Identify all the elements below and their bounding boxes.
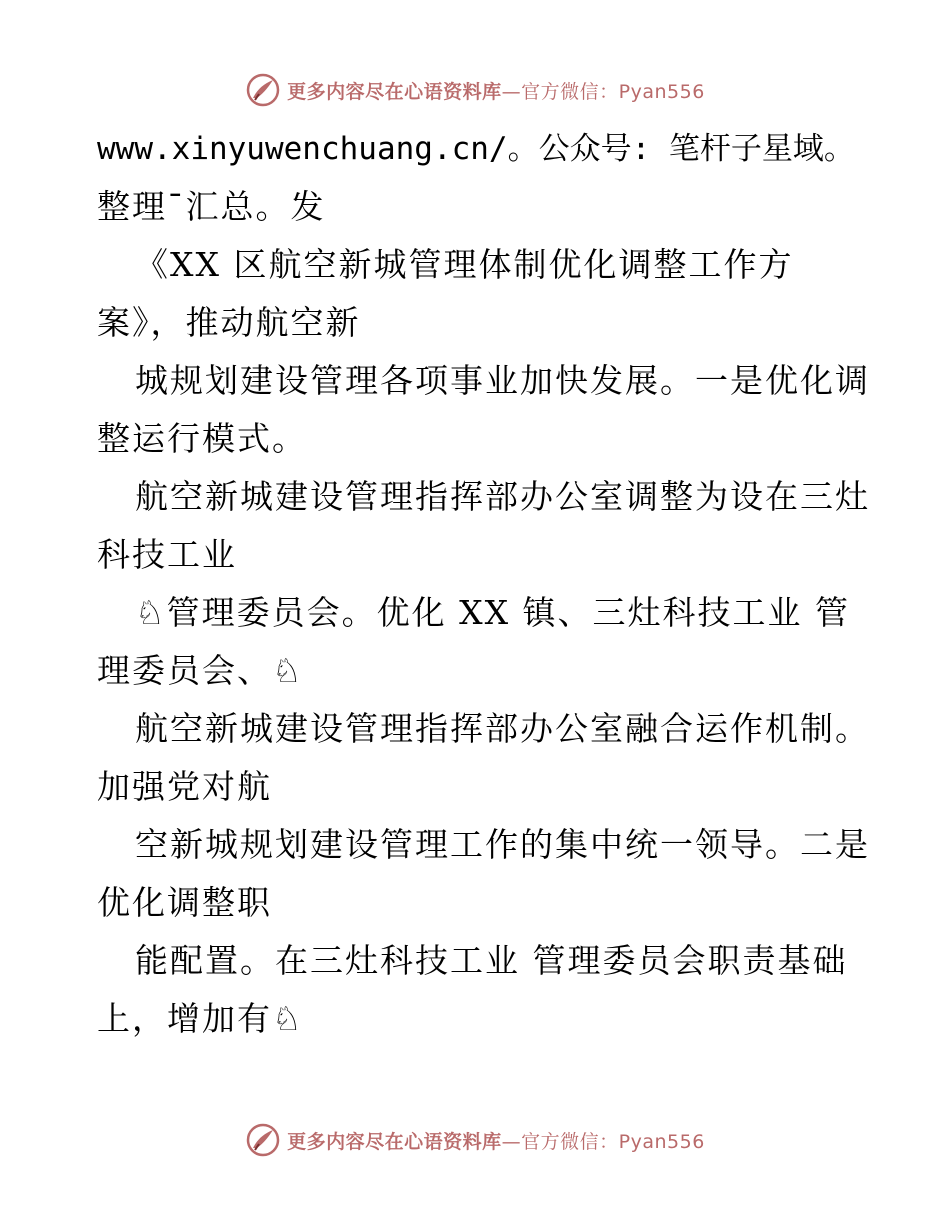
text-line: 理委员会、♘ bbox=[97, 651, 304, 690]
text-line: 《XX 区航空新城管理体制优化调整工作方 bbox=[135, 245, 794, 284]
text-line: ♘管理委员会。优化 XX 镇、三灶科技工业 管 bbox=[135, 593, 851, 632]
text-line: 整运行模式。 bbox=[97, 419, 307, 458]
text-line: 空新城规划建设管理工作的集中统一领导。二是 bbox=[135, 825, 870, 864]
quill-pen-icon bbox=[245, 72, 281, 108]
quill-pen-icon bbox=[245, 1122, 281, 1158]
text-line: 案》，推动航空新 bbox=[97, 303, 361, 342]
text-line: 科技工业 bbox=[97, 535, 237, 574]
banner-text: 更多内容尽在心语资料库—官方微信：Pyan556 bbox=[287, 1130, 705, 1153]
text-line: www.xinyuwenchuang.cn/。公众号: 笔杆子星域。 bbox=[97, 131, 855, 167]
text-line: 整理¯汇总。发 bbox=[97, 187, 326, 226]
text-line: 城规划建设管理各项事业加快发展。一是优化调 bbox=[135, 361, 870, 400]
text-line: 上，增加有♘ bbox=[97, 999, 304, 1038]
text-line: 能配置。在三灶科技工业 管理委员会职责基础 bbox=[135, 941, 848, 980]
text-line: 航空新城建设管理指挥部办公室融合运作机制。 bbox=[135, 709, 870, 748]
text-line: 航空新城建设管理指挥部办公室调整为设在三灶 bbox=[135, 477, 870, 516]
header-watermark-banner bbox=[0, 70, 950, 110]
document-body bbox=[97, 120, 870, 1048]
text-line: 优化调整职 bbox=[97, 883, 272, 922]
banner-text: 更多内容尽在心语资料库—官方微信：Pyan556 bbox=[287, 80, 705, 103]
footer-watermark-banner bbox=[0, 1120, 950, 1160]
text-line: 加强党对航 bbox=[97, 767, 272, 806]
